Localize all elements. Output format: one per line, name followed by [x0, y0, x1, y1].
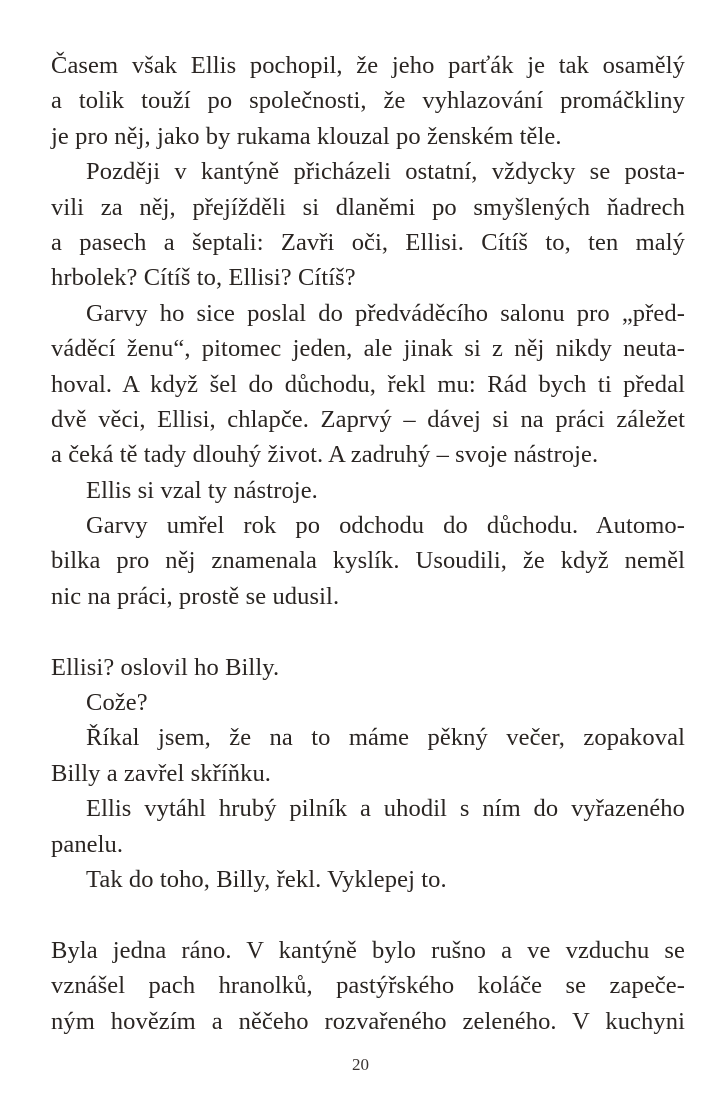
text-line: a pasech a šeptali: Zavři oči, Ellisi. Cítíš to, ten malý: [51, 228, 685, 256]
text-line: Časem však Ellis pochopil, že jeho parťák je tak osamělý: [51, 52, 685, 79]
text-line: Později v kantýně přicházeli ostatní, vždycky se posta-: [86, 158, 685, 186]
text-line: hrbolek? Cítíš to, Ellisi? Cítíš?: [51, 264, 356, 292]
text-line: Garvy umřel rok po odchodu do důchodu. Automo-: [86, 512, 685, 540]
text-line: dvě věci, Ellisi, chlapče. Zaprvý – dávej si na práci záležet: [51, 405, 685, 433]
text-line: Billy a zavřel skříňku.: [51, 759, 272, 787]
text-line: a tolik touží po společnosti, že vyhlazování promáčkliny: [51, 87, 685, 115]
text-line: Garvy ho sice poslal do předváděcího salonu pro „před-: [86, 299, 685, 327]
text-line: Ellis vytáhl hrubý pilník a uhodil s ním do vyřazeného: [86, 795, 685, 823]
text-line: Tak do toho, Billy, řekl. Vyklepej to.: [86, 865, 447, 893]
text-line: vznášel pach hranolků, pastýřského koláče se zapeče-: [51, 972, 685, 1000]
text-line: Byla jedna ráno. V kantýně bylo rušno a ve vzduchu se: [51, 936, 685, 964]
section-break: [51, 614, 685, 649]
text-line: hoval. A když šel do důchodu, řekl mu: Rád bych ti předal: [51, 370, 685, 398]
text-line: vili za něj, přejížděli si dlaněmi po smyšlených ňadrech: [51, 193, 685, 221]
text-line: panelu.: [51, 830, 124, 858]
text-line: váděcí ženu“, pitomec jeden, ale jinak si z něj nikdy neuta-: [51, 335, 685, 363]
text-line: ným hovězím a něčeho rozvařeného zeleného. V kuchyni: [51, 1007, 685, 1035]
page-body: [51, 48, 685, 1039]
text-line: Říkal jsem, že na to máme pěkný večer, zopakoval: [86, 724, 685, 752]
text-line: bilka pro něj znamenala kyslík. Usoudili, že když neměl: [51, 547, 685, 575]
text-line: Ellis si vzal ty nástroje.: [86, 476, 318, 504]
text-line: Cože?: [86, 689, 148, 717]
page-number: 20: [352, 1055, 369, 1074]
text-line: Ellisi? oslovil ho Billy.: [51, 653, 280, 681]
text-line: je pro něj, jako by rukama klouzal po ženském těle.: [51, 122, 562, 150]
text-line: nic na práci, prostě se udusil.: [51, 582, 340, 610]
section-break: [51, 897, 685, 932]
text-line: a čeká tě tady dlouhý život. A zadruhý – svoje nástroje.: [51, 441, 599, 469]
